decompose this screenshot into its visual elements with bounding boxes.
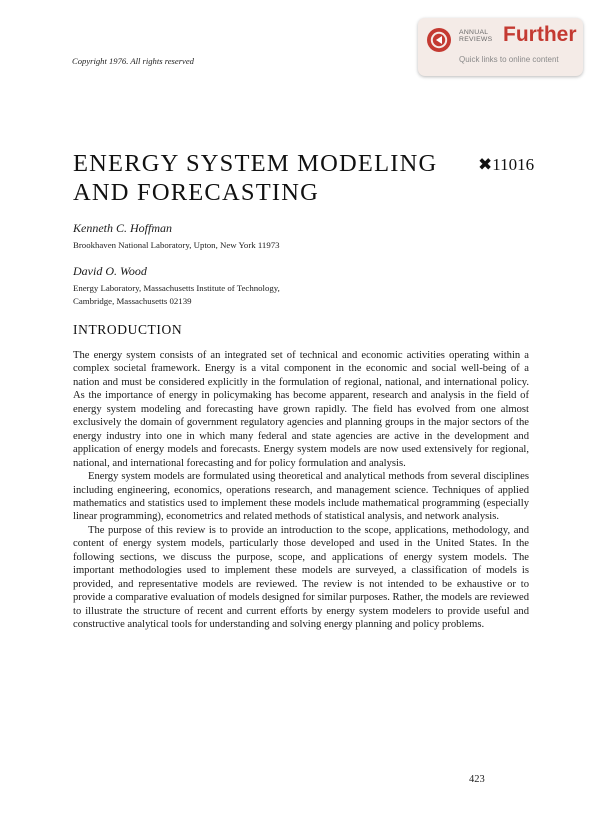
author-name: David O. Wood bbox=[73, 264, 147, 278]
article-body bbox=[73, 349, 529, 632]
further-wordmark: Further bbox=[503, 23, 577, 46]
copyright-notice: Copyright 1976. All rights reserved bbox=[72, 56, 194, 66]
paragraph: Energy system models are formulated using theoretical and analytical methods from several disciplines including engineering, economics, operations research, and management science. Techniques of applied mathematics and statistics used to implement these models include mathematical programming (especially linear programming), econometrics and related methods of statistical analysis, and network analysis. bbox=[73, 471, 529, 523]
article-title: ENERGY SYSTEM MODELING AND FORECASTING bbox=[73, 150, 438, 206]
further-badge[interactable] bbox=[418, 18, 583, 76]
annual-reviews-label: ANNUAL REVIEWS bbox=[459, 29, 493, 44]
author-name: Kenneth C. Hoffman bbox=[73, 221, 172, 235]
paragraph: The purpose of this review is to provide an introduction to the scope, applications, methodology, and content of energy system models, particularly those developed and used in the United States. In the following sections, we discuss the purpose, scope, and applications of energy system models. The important methodologies used to implement these models are surveyed, a classification of models is provided, and representative models are reviewed. The review is not intended to be exhaustive or to provide a comparative evaluation of models designed for similar purposes. Rather, the models are reviewed to illustrate the structure of recent and current efforts by energy system modelers to provide useful and constructive analytical tools for understanding and solving energy planning and policy problems. bbox=[73, 524, 529, 631]
further-subtitle: Quick links to online content bbox=[459, 55, 559, 64]
page-number: 423 bbox=[469, 774, 485, 785]
article-code: ✖11016 bbox=[478, 155, 535, 174]
author-affiliation: Brookhaven National Laboratory, Upton, New York 11973 bbox=[73, 240, 280, 250]
paragraph: The energy system consists of an integrated set of technical and economic activities operating within a complex societal framework. Energy is a vital component in the economic and social well-being of a nation and must be considered explicitly in the formulation of regional, national, and international policy. As the importance of energy in policymaking has become apparent, research and analysis in the field of energy system modeling and forecasting have grown rapidly. The field has evolved from one almost exclusively the domain of government regulatory agencies and planning groups in the major sectors of the energy industry into one in which many federal and state agencies are active in the development and application of energy models and forecasts. Energy system models are now used extensively for regional, national, and international forecasting and for policy formulation and analysis. bbox=[73, 350, 529, 469]
author-affiliation: Energy Laboratory, Massachusetts Institute of Technology, Cambridge, Massachusetts 02139 bbox=[73, 283, 280, 306]
annual-reviews-logo-icon bbox=[426, 27, 452, 53]
section-heading: INTRODUCTION bbox=[73, 322, 183, 337]
